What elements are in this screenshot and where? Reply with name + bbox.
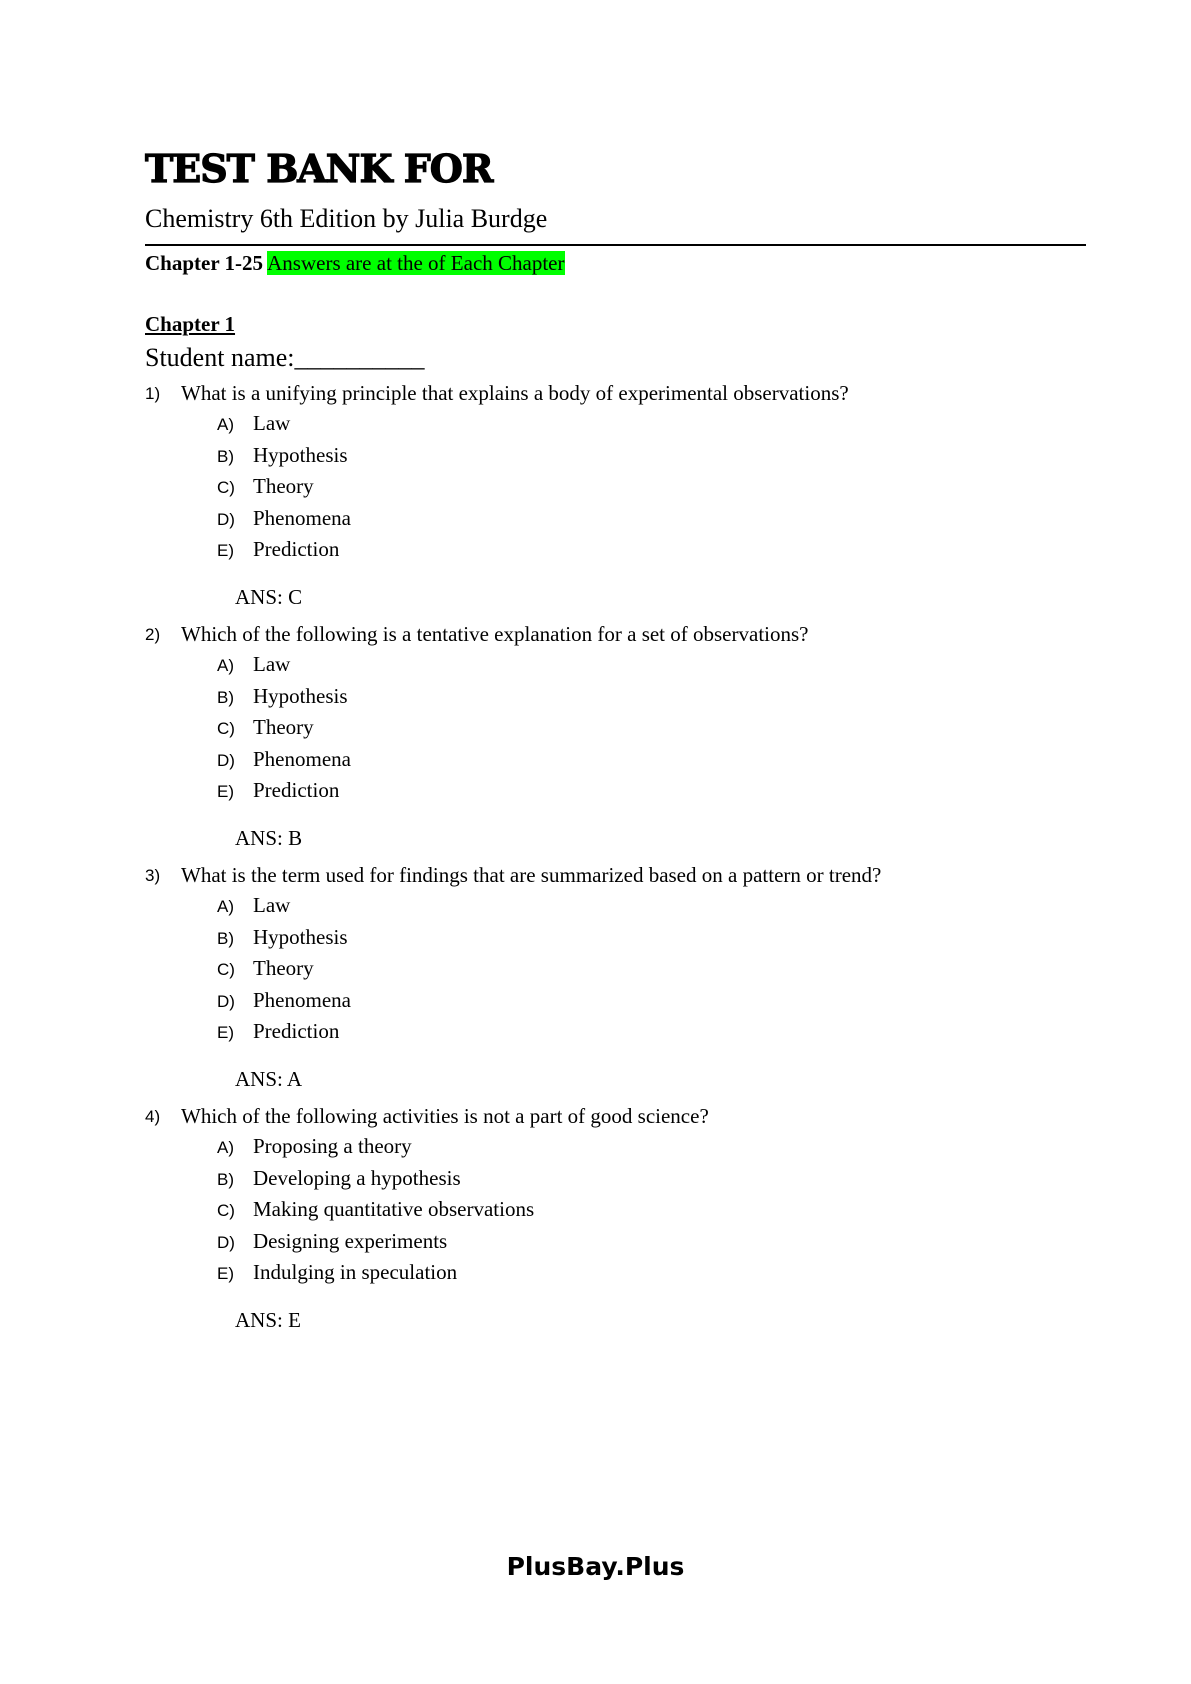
- option-letter: B): [217, 1169, 234, 1189]
- option-a: [145, 408, 1095, 440]
- option-b: [145, 681, 1095, 713]
- option-text: Making quantitative observations: [253, 1197, 535, 1221]
- book-subtitle: Chemistry 6th Edition by Julia Burdge: [145, 204, 548, 233]
- option-letter: E): [217, 1023, 234, 1042]
- question-text: What is a unifying principle that explains a body of experimental observations?: [181, 381, 849, 405]
- question-number: 1): [145, 384, 161, 403]
- option-c: [145, 471, 1095, 503]
- option-e: [145, 775, 1095, 807]
- option-text: Prediction: [253, 1019, 340, 1043]
- option-letter: B): [217, 928, 234, 948]
- option-text: Hypothesis: [253, 442, 348, 467]
- option-d: [145, 1226, 1095, 1258]
- option-a: [145, 890, 1095, 922]
- option-letter: D): [217, 1232, 235, 1252]
- answers-note: Answers are at the of Each Chapter: [267, 251, 565, 275]
- option-text: Proposing a theory: [253, 1134, 412, 1158]
- option-text: Phenomena: [253, 746, 351, 771]
- option-letter: D): [217, 750, 235, 770]
- option-a: [145, 649, 1095, 681]
- option-a: [145, 1131, 1095, 1163]
- option-e: [145, 534, 1095, 566]
- question-number: 2): [145, 625, 161, 644]
- option-text: Theory: [253, 715, 314, 739]
- option-c: [145, 953, 1095, 985]
- chapter-heading: Chapter 1: [145, 312, 236, 336]
- question-3: [145, 860, 1095, 1092]
- option-d: [145, 503, 1095, 535]
- option-text: Indulging in speculation: [253, 1260, 458, 1284]
- option-letter: C): [217, 478, 235, 497]
- option-letter: A): [217, 1138, 234, 1157]
- option-text: Law: [253, 652, 291, 676]
- question-number: 4): [145, 1107, 161, 1126]
- question-number: 3): [145, 866, 161, 885]
- option-d: [145, 985, 1095, 1017]
- option-letter: D): [217, 509, 235, 529]
- option-e: [145, 1257, 1095, 1289]
- option-letter: D): [217, 991, 235, 1011]
- option-letter: B): [217, 446, 234, 466]
- option-b: [145, 1163, 1095, 1195]
- question-text: Which of the following activities is not a part of good science?: [181, 1104, 709, 1128]
- option-letter: C): [217, 1201, 235, 1220]
- option-letter: E): [217, 1264, 234, 1283]
- page-title: TEST BANK FOR: [145, 146, 493, 191]
- option-letter: A): [217, 897, 234, 916]
- chapter-range-line: [145, 250, 565, 276]
- option-text: Developing a hypothesis: [253, 1165, 461, 1190]
- question-text: Which of the following is a tentative explanation for a set of observations?: [181, 622, 809, 646]
- option-text: Theory: [253, 474, 314, 498]
- option-text: Law: [253, 893, 291, 917]
- option-text: Prediction: [253, 537, 340, 561]
- footer-watermark: PlusBay.Plus: [506, 1552, 685, 1581]
- option-text: Theory: [253, 956, 314, 980]
- option-c: [145, 1194, 1095, 1226]
- student-name-label: Student name:__________: [145, 343, 425, 372]
- question-text: What is the term used for findings that are summarized based on a pattern or trend?: [181, 863, 882, 887]
- option-text: Law: [253, 411, 291, 435]
- question-4: [145, 1101, 1095, 1333]
- option-letter: E): [217, 541, 234, 560]
- chapter-range: Chapter 1-25: [145, 251, 264, 275]
- answer-key: ANS: A: [235, 1066, 303, 1091]
- question-1: [145, 378, 1095, 610]
- option-b: [145, 922, 1095, 954]
- option-letter: A): [217, 656, 234, 675]
- option-e: [145, 1016, 1095, 1048]
- option-letter: B): [217, 687, 234, 707]
- answer-key: ANS: C: [235, 584, 303, 609]
- option-text: Hypothesis: [253, 924, 348, 949]
- option-c: [145, 712, 1095, 744]
- header-divider: [145, 244, 1086, 246]
- answer-key: ANS: E: [235, 1307, 301, 1332]
- option-text: Prediction: [253, 778, 340, 802]
- option-text: Hypothesis: [253, 683, 348, 708]
- option-letter: E): [217, 782, 234, 801]
- option-text: Phenomena: [253, 505, 351, 530]
- option-b: [145, 440, 1095, 472]
- option-letter: C): [217, 960, 235, 979]
- option-text: Phenomena: [253, 987, 351, 1012]
- option-text: Designing experiments: [253, 1228, 448, 1253]
- option-letter: C): [217, 719, 235, 738]
- question-2: [145, 619, 1095, 851]
- answer-key: ANS: B: [235, 825, 303, 850]
- option-letter: A): [217, 415, 234, 434]
- option-d: [145, 744, 1095, 776]
